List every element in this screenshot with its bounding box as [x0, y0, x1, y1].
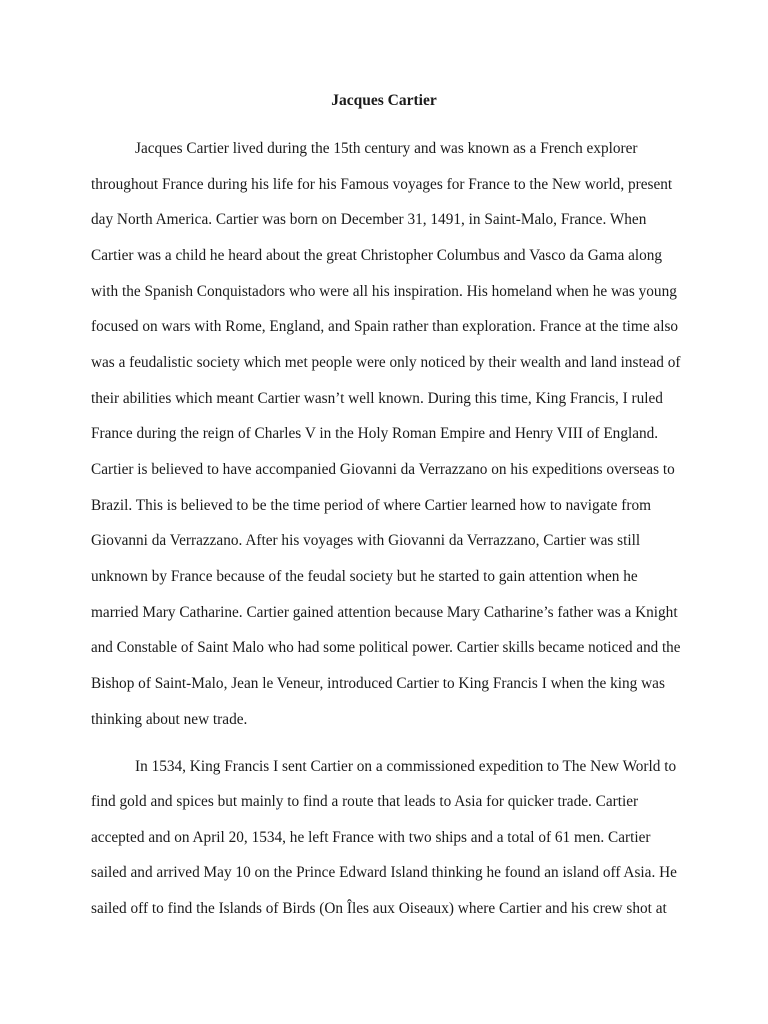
paragraph-1-line-1: Jacques Cartier lived during the 15th century and was known as a French explorer	[135, 140, 638, 157]
paragraph-1-line-4: Cartier was a child he heard about the great Christopher Columbus and Vasco da Gama along	[91, 247, 663, 264]
paragraph-2-line-5: sailed off to find the Islands of Birds (On Îles aux Oiseaux) where Cartier and his crew shot at	[91, 900, 667, 917]
paragraph-1-line-12: Giovanni da Verrazzano. After his voyages with Giovanni da Verrazzano, Cartier was still	[91, 532, 641, 549]
paragraph-1-line-9: France during the reign of Charles V in the Holy Roman Empire and Henry VIII of England.	[91, 425, 659, 442]
paragraph-2-line-2: find gold and spices but mainly to find a route that leads to Asia for quicker trade. Cartier	[91, 793, 639, 810]
paragraph-1-line-10: Cartier is believed to have accompanied Giovanni da Verrazzano on his expeditions overseas to	[91, 461, 675, 478]
document-title: Jacques Cartier	[331, 92, 437, 109]
paragraph-2-line-1: In 1534, King Francis I sent Cartier on a commissioned expedition to The New World to	[135, 758, 677, 775]
paragraph-1-line-6: focused on wars with Rome, England, and Spain rather than exploration. France at the time also	[91, 318, 679, 335]
paragraph-1-line-3: day North America. Cartier was born on December 31, 1491, in Saint-Malo, France. When	[91, 211, 647, 228]
paragraph-2-line-4: sailed and arrived May 10 on the Prince Edward Island thinking he found an island off Asia. He	[91, 864, 677, 881]
paragraph-1-line-11: Brazil. This is believed to be the time period of where Cartier learned how to navigate from	[91, 497, 651, 514]
paragraph-1-line-5: with the Spanish Conquistadors who were all his inspiration. His homeland when he was young	[91, 283, 677, 300]
paragraph-1-line-8: their abilities which meant Cartier wasn’t well known. During this time, King Francis, I ruled	[91, 390, 663, 407]
paragraph-1-line-2: throughout France during his life for his Famous voyages for France to the New world, present	[91, 176, 673, 193]
paragraph-2-line-3: accepted and on April 20, 1534, he left France with two ships and a total of 61 men. Cartier	[91, 829, 651, 846]
paragraph-1-line-14: married Mary Catharine. Cartier gained attention because Mary Catharine’s father was a Knight	[91, 604, 678, 621]
paragraph-1-line-15: and Constable of Saint Malo who had some political power. Cartier skills became noticed and the	[91, 639, 681, 656]
paragraph-1-line-13: unknown by France because of the feudal society but he started to gain attention when he	[91, 568, 638, 585]
paragraph-1-line-7: was a feudalistic society which met people were only noticed by their wealth and land instead of	[91, 354, 681, 371]
paragraph-1-line-16: Bishop of Saint-Malo, Jean le Veneur, introduced Cartier to King Francis I when the king was	[91, 675, 665, 692]
paragraph-1-line-17: thinking about new trade.	[91, 711, 248, 728]
